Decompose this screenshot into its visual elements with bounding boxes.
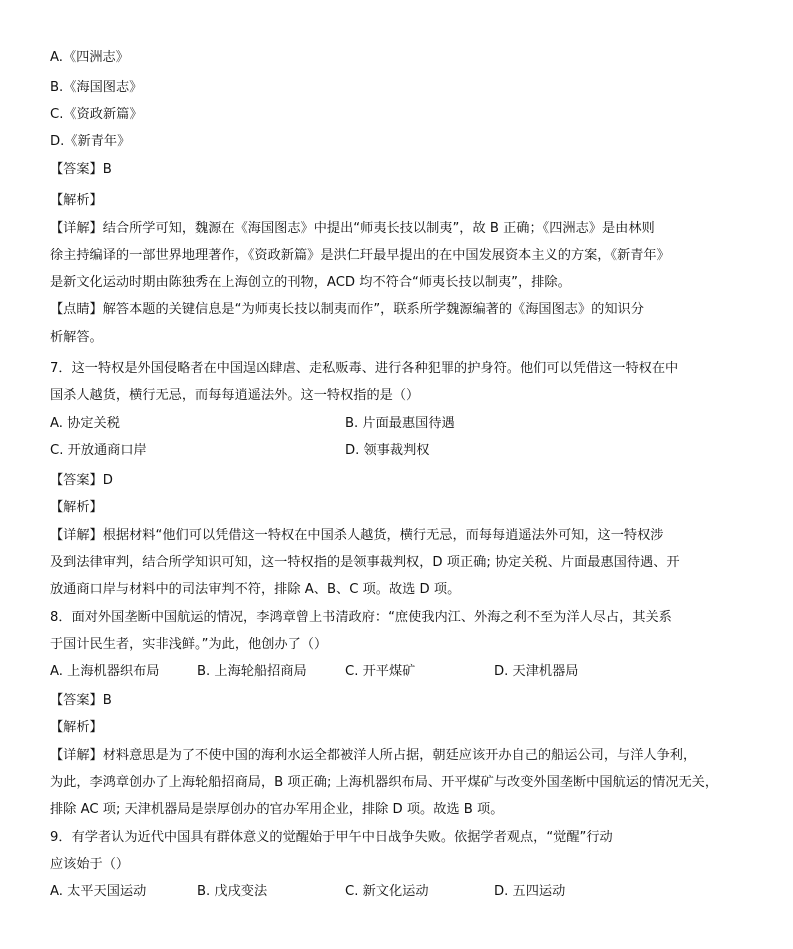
q6-detail-line-3: 是新文化运动时期由陈独秀在上海创立的刊物，ACD 均不符合“师夷长技以制夷”，排除。 xyxy=(50,275,571,290)
q7-detail-line-2: 及到法律审判，结合所学知识可知，这一特权指的是领事裁判权，D 项正确; 协定关税、片面最惠国待遇、开 xyxy=(50,555,680,570)
q6-option-a: A.《四洲志》 xyxy=(50,50,129,65)
q6-detail-line-2: 徐主持编译的一部世界地理著作，《资政新篇》是洪仁玕最早提出的在中国发展资本主义的方案，《新青年》 xyxy=(50,248,670,263)
q7-analysis-label: 【解析】 xyxy=(50,500,103,515)
q8-analysis-label: 【解析】 xyxy=(50,720,103,735)
q8-option-c: C. 开平煤矿 xyxy=(345,664,416,679)
q9-option-d: D. 五四运动 xyxy=(494,884,566,899)
q6-note-line-1: 【点睛】解答本题的关键信息是“为师夷长技以制夷而作”，联系所学魏源编著的《海国图志》的知识分 xyxy=(50,302,644,317)
q8-detail-line-2: 为此，李鸿章创办了上海轮船招商局，B 项正确; 上海机器织布局、开平煤矿与改变外国垄断中国航运的情况无关， xyxy=(50,775,719,790)
q7-stem-line-2: 国杀人越货，横行无忌，而每每逍遥法外。这一特权指的是（） xyxy=(50,388,420,403)
q6-note-line-2: 析解答。 xyxy=(50,330,103,345)
q9-option-b: B. 戊戌变法 xyxy=(197,884,268,899)
q6-analysis-label: 【解析】 xyxy=(50,193,103,208)
q7-option-d: D. 领事裁判权 xyxy=(345,443,430,458)
q8-detail-line-1: 【详解】材料意思是为了不使中国的海利水运全都被洋人所占据，朝廷应该开办自己的船运公司，与洋人争利， xyxy=(50,748,697,763)
q8-answer: 【答案】B xyxy=(50,693,112,708)
q7-detail-line-1: 【详解】根据材料“他们可以凭借这一特权在中国杀人越货，横行无忌，而每每逍遥法外可知，这一特权涉 xyxy=(50,528,664,543)
q7-option-b: B. 片面最惠国待遇 xyxy=(345,416,455,431)
q6-detail-line-1: 【详解】结合所学可知，魏源在《海国图志》中提出“师夷长技以制夷”，故 B 正确；《四洲志》是由林则 xyxy=(50,221,655,236)
q8-detail-line-3: 排除 AC 项; 天津机器局是崇厚创办的官办军用企业，排除 D 项。故选 B 项。 xyxy=(50,802,504,817)
q7-stem-line-1: 7．这一特权是外国侵略者在中国逞凶肆虐、走私贩毒、进行各种犯罪的护身符。他们可以凭借这一特权在中 xyxy=(50,361,679,376)
q7-option-c: C. 开放通商口岸 xyxy=(50,443,147,458)
q8-option-b: B. 上海轮船招商局 xyxy=(197,664,307,679)
q6-option-b: B.《海国图志》 xyxy=(50,80,143,95)
q9-stem-line-2: 应该始于（） xyxy=(50,857,130,872)
q8-stem-line-2: 于国计民生者，实非浅鲜。”为此，他创办了（） xyxy=(50,637,328,652)
q7-option-a: A. 协定关税 xyxy=(50,416,120,431)
q7-answer: 【答案】D xyxy=(50,473,113,488)
q6-option-c: C.《资政新篇》 xyxy=(50,107,143,122)
q7-detail-line-3: 放通商口岸与材料中的司法审判不符，排除 A、B、C 项。故选 D 项。 xyxy=(50,582,461,597)
q9-option-a: A. 太平天国运动 xyxy=(50,884,147,899)
q8-option-d: D. 天津机器局 xyxy=(494,664,579,679)
q9-option-c: C. 新文化运动 xyxy=(345,884,429,899)
q8-stem-line-1: 8．面对外国垄断中国航运的情况，李鸿章曾上书清政府：“庶使我内江、外海之利不至为洋人尽占，其关系 xyxy=(50,610,672,625)
q6-option-d: D.《新青年》 xyxy=(50,134,131,149)
q6-answer: 【答案】B xyxy=(50,162,112,177)
q9-stem-line-1: 9．有学者认为近代中国具有群体意义的觉醒始于甲午中日战争失败。依据学者观点，“觉醒”行动 xyxy=(50,830,613,845)
q8-option-a: A. 上海机器织布局 xyxy=(50,664,160,679)
